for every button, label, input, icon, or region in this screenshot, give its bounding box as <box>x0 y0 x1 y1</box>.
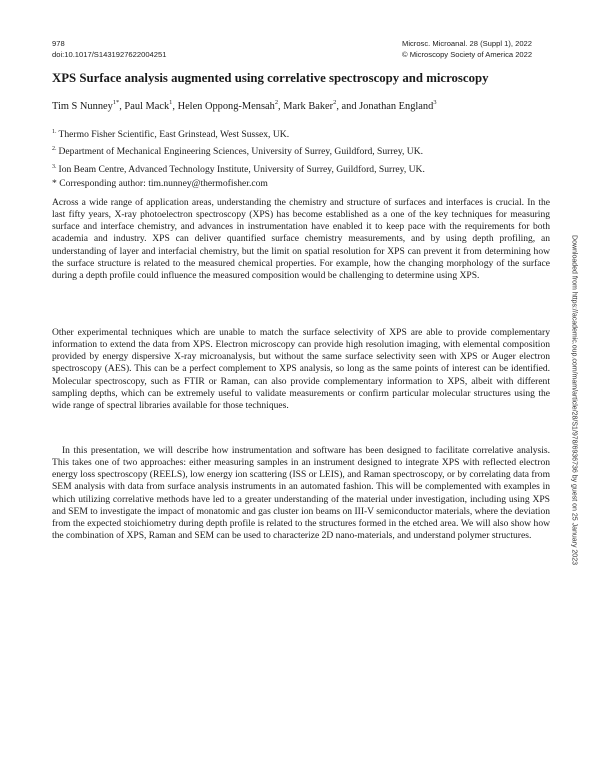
author-separator: , <box>278 101 284 112</box>
affiliation-text: Department of Mechanical Engineering Sciences, University of Surrey, Guildford, Surrey, UK. <box>58 146 424 158</box>
affiliation-item <box>52 142 425 159</box>
author-affiliation-marker: 1 <box>169 99 173 106</box>
doi-link[interactable]: doi:10.1017/S1431927622004251 <box>52 50 167 59</box>
author-name: Jonathan England <box>359 101 434 112</box>
journal-citation: Microsc. Microanal. 28 (Suppl 1), 2022 <box>402 39 532 48</box>
author-name: Paul Mack <box>124 101 170 112</box>
affiliation-list <box>52 125 425 192</box>
author-separator: , and <box>336 101 360 112</box>
author-affiliation-marker: 2 <box>333 99 337 106</box>
affiliation-text: Thermo Fisher Scientific, East Grinstead, West Sussex, UK. <box>58 129 290 140</box>
author-name: Helen Oppong-Mensah <box>177 101 275 112</box>
author-list <box>52 99 437 112</box>
author-name: Mark Baker <box>283 101 334 112</box>
author-affiliation-marker: 1* <box>112 99 120 106</box>
affiliation-item <box>52 125 425 142</box>
body-paragraph: Across a wide range of application areas, understanding the chemistry and structure of surfaces and interfaces is crucial. In the last fifty years, X-ray photoelectron spectroscopy (XPS) has become established as a one of the key techniques for measuring surface and interface chemistry, and advances in instrumentation have enabled it to keep pace with the requirements for both academia and industry. XPS can deliver quantified surface chemistry measurements, and by using depth profiling, an understanding of layer and interfacial chemistry, but the limit on spatial resolution for XPS can prevent it from determining how the surface structure is related to the measured chemical properties. For example, how the changing morphology of the surface during a depth profile could influence the measured composition would be challenging to determine using XPS. <box>52 197 550 281</box>
affiliation-marker: 1. <box>52 129 57 135</box>
affiliation-item <box>52 160 425 177</box>
running-header-left <box>52 38 166 60</box>
page-number: 978 <box>52 39 65 48</box>
author-affiliation-marker: 3 <box>433 99 437 106</box>
affiliation-text: Ion Beam Centre, Advanced Technology Institute, University of Surrey, Guildford, Surrey, UK. <box>58 163 425 175</box>
affiliation-marker: 2. <box>52 146 57 153</box>
running-header-right <box>402 38 532 60</box>
author-name: Tim S Nunney <box>52 101 113 112</box>
download-watermark-text: Downloaded from https://academic.oup.com/mam/article/28/S1/978/6936736 by guest on 25 January 2023 <box>570 235 578 565</box>
copyright-notice: © Microscopy Society of America 2022 <box>402 50 533 59</box>
corresponding-author[interactable]: * Corresponding author: tim.nunney@thermofisher.com <box>52 178 268 190</box>
author-affiliation-marker: 2 <box>274 99 279 106</box>
affiliation-marker: 3. <box>52 163 57 170</box>
author-separator: , <box>119 101 125 112</box>
body-paragraph: Other experimental techniques which are unable to match the surface selectivity of XPS are able to provide complementary information to extend the data from XPS. Electron microscopy can provide high resolution imaging, with elemental composition provided by energy dispersive X-ray microanalysis, but without the same surface selectivity seen with XPS or Auger electron spectroscopy (AES). This can be a perfect complement to XPS analysis, so long as the same points of interest can be identified. Molecular spectroscopy, such as FTIR or Raman, can also provide complementary information to XPS, albeit with different sampling depths, which can be extremely useful to validate measurements or confirm particular molecular structures using the wide range of spectral libraries available for those techniques. <box>52 327 550 411</box>
paper-title: XPS Surface analysis augmented using correlative spectroscopy and microscopy <box>52 71 489 85</box>
author-separator: , <box>172 101 178 112</box>
body-paragraph: In this presentation, we will describe how instrumentation and software has been designed to facilitate correlative analysis. This takes one of two approaches: either measuring samples in an instrument designed to integrate XPS with reflected electron energy loss spectroscopy (REELS), low energy ion scattering (ISS or LEIS), and Raman spectroscopy, or by correlating data from SEM analysis with data from surface analysis instruments in an automated fashion. This will be complemented with examples in which utilizing correlative methods have led to a greater understanding of the material under investigation, including using XPS and SEM to investigate the impact of monatomic and gas cluster ion beams on III-V semiconductor materials, where the deviation from the expected stoichiometry during depth profile is related to the structures formed in the etched area. We will also show how the combination of XPS, Raman and SEM can be used to characterize 2D nano-materials, and understand polymer structures. <box>52 445 550 542</box>
